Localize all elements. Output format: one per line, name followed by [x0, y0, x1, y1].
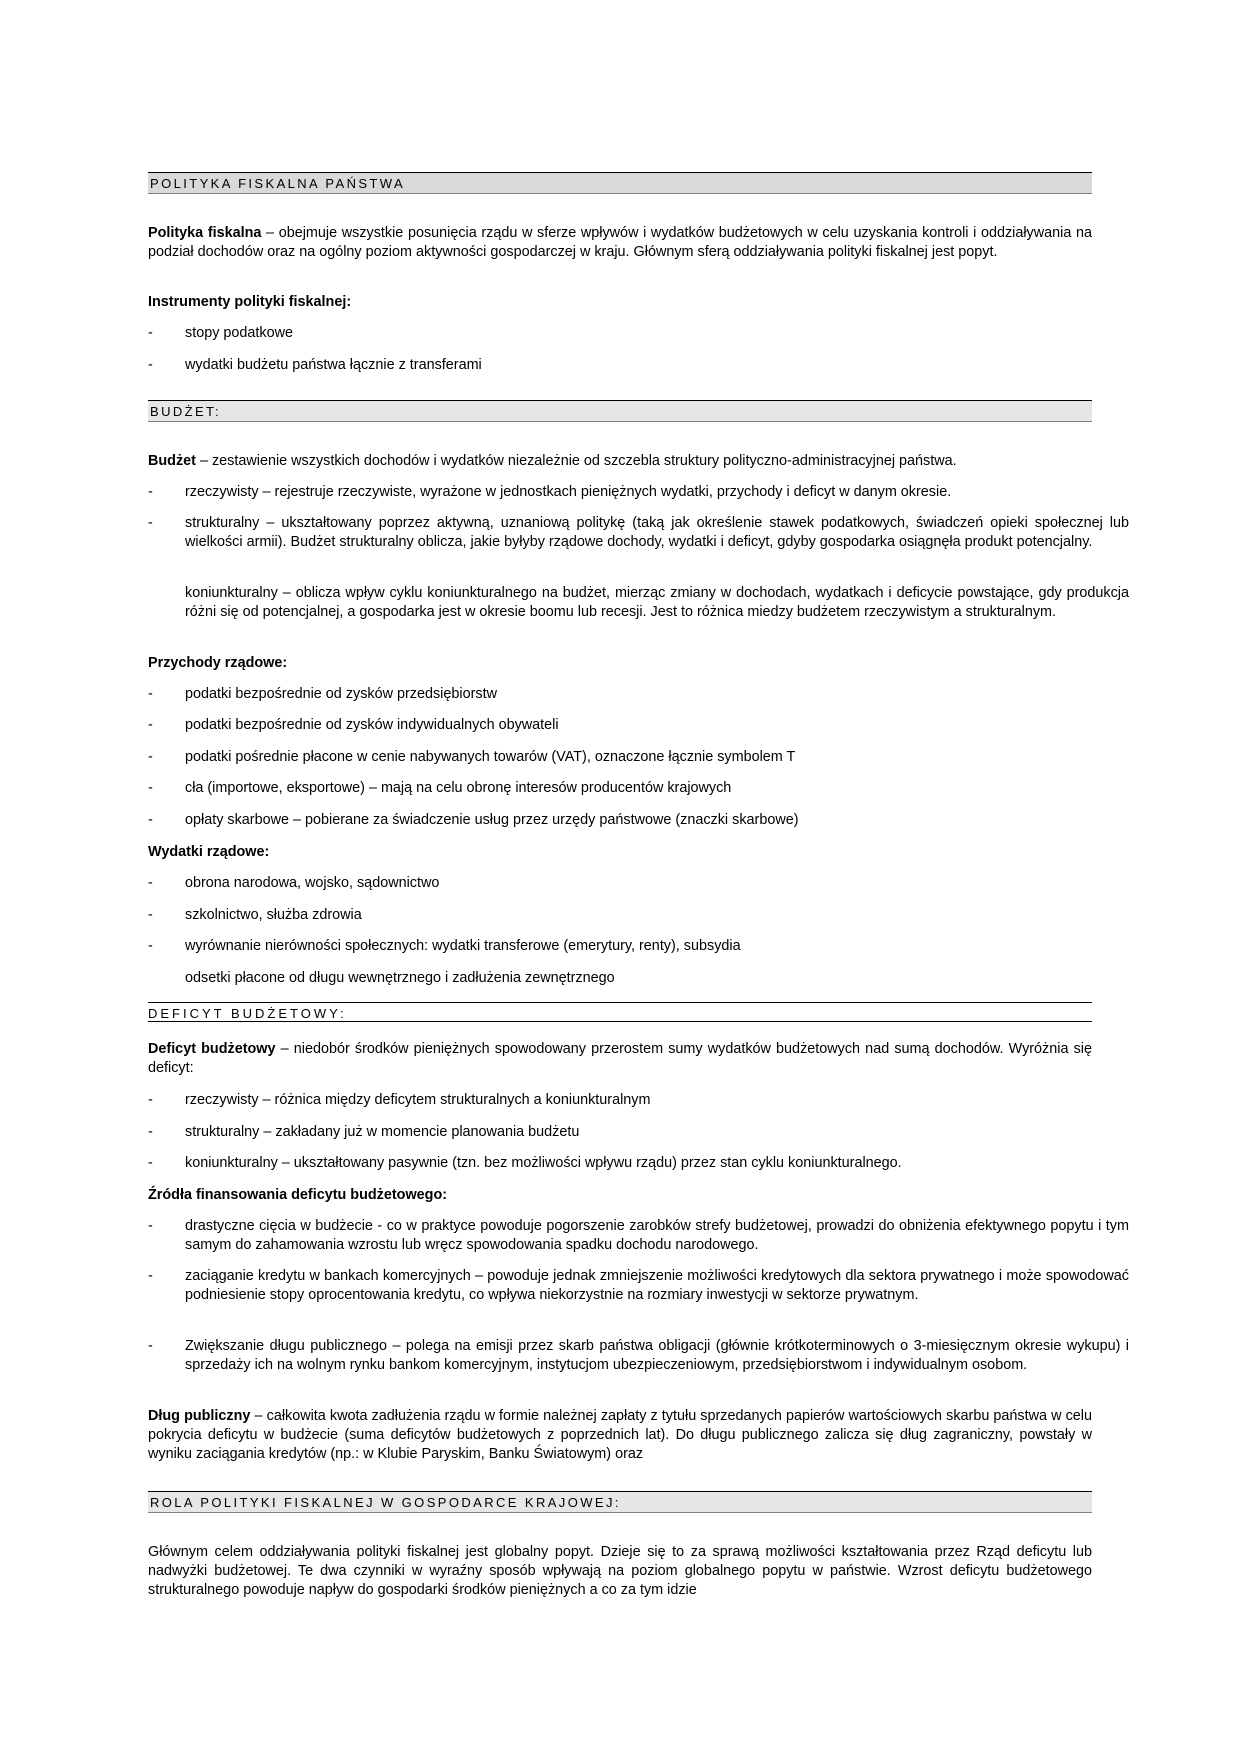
dlug-paragraph: Dług publiczny – całkowita kwota zadłużenia rządu w formie należnej zapłaty z tytułu sprzedanych papierów wartościowych skarbu państwa w celu pokrycia deficytu w budżecie (suma deficytów budżetowych z poprzednich lat). Do długu publicznego zalicza się dług zagraniczny, powstały w wyniku zaciągania kredytów (np.: w Klubie Paryskim, Banku Światowym) oraz [148, 1408, 1092, 1462]
list-item: - drastyczne cięcia w budżecie - co w praktyce powoduje pogorszenie zarobków strefy budżetowej, prowadzi do obniżenia efektywnego popytu i tym samym do zahamowania wzrostu lub wręcz spowodowania spadku dochodu narodowego. [148, 1218, 1129, 1253]
intro-term: Polityka fiskalna [148, 225, 262, 241]
deficyt-paragraph: Deficyt budżetowy – niedobór środków pieniężnych spowodowany przerostem sumy wydatków budżetowych nad sumą dochodów. Wyróżnia się deficyt: [148, 1041, 1092, 1076]
list-item: - wydatki budżetu państwa łącznie z transferami [148, 357, 482, 373]
intro-text: – obejmuje wszystkie posunięcia rządu w sferze wpływów i wydatków budżetowych w celu uzyskania kontroli i oddziaływania na podział dochodów oraz na ogólny poziom aktywności gospodarczej w kraju. Głównym sferą oddziaływania polityki fiskalnej jest popyt. [148, 225, 1092, 260]
list-item: - koniunkturalny – ukształtowany pasywnie (tzn. bez możliwości wpływu rządu) przez stan cyklu koniunkturalnego. [148, 1155, 902, 1171]
list-item: - cła (importowe, eksportowe) – mają na celu obronę interesów producentów krajowych [148, 780, 732, 796]
page-title: POLITYKA FISKALNA PAŃSTWA [150, 176, 406, 191]
list-item: - podatki bezpośrednie od zysków indywidualnych obywateli [148, 717, 559, 733]
list-item: - obrona narodowa, wojsko, sądownictwo [148, 875, 440, 891]
list-item: odsetki płacone od długu wewnętrznego i zadłużenia zewnętrznego [185, 970, 615, 986]
wydatki-heading: Wydatki rządowe: [148, 844, 270, 860]
section-header-rola [148, 1491, 1092, 1513]
section-title: ROLA POLITYKI FISKALNEJ W GOSPODARCE KRAJOWEJ: [150, 1495, 621, 1510]
list-item: - strukturalny – zakładany już w momencie planowania budżetu [148, 1124, 580, 1140]
list-item: - rzeczywisty – różnica między deficytem strukturalnych a koniunkturalnym [148, 1092, 651, 1108]
section-title: DEFICYT BUDŻETOWY: [148, 1006, 347, 1021]
section-header-polityka [148, 172, 1092, 194]
section-header-deficyt [148, 1002, 1092, 1022]
list-item: - wyrównanie nierówności społecznych: wydatki transferowe (emerytury, renty), subsydia [148, 938, 741, 954]
list-item: - podatki pośrednie płacone w cenie nabywanych towarów (VAT), oznaczone łącznie symbolem T [148, 749, 796, 765]
list-item: - zaciąganie kredytu w bankach komercyjnych – powoduje jednak zmniejszenie możliwości kredytowych dla sektora prywatnego i może spowodować podniesienie stopy oprocentowania kredytu, co wpływa niekorzystnie na rozmiary inwestycji w sektorze prywatnym. [148, 1268, 1129, 1303]
instruments-heading: Instrumenty polityki fiskalnej: [148, 294, 352, 310]
przychody-heading: Przychody rządowe: [148, 655, 288, 671]
intro-paragraph [148, 224, 1092, 262]
list-item: - szkolnictwo, służba zdrowia [148, 907, 362, 923]
list-item: - podatki bezpośrednie od zysków przedsiębiorstw [148, 686, 497, 702]
budzet-paragraph: Budżet – zestawienie wszystkich dochodów i wydatków niezależnie od szczebla struktury polityczno-administracyjnej państwa. [148, 453, 957, 469]
rola-paragraph: Głównym celem oddziaływania polityki fiskalnej jest globalny popyt. Dzieje się to za sprawą możliwości kształtowania przez Rząd deficytu lub nadwyżki budżetowej. Te dwa czynniki w wyraźny sposób wpływają na poziom globalnego popytu w państwie. Wzrost deficytu budżetowego strukturalnego powoduje napływ do gospodarki środków pieniężnych a co za tym idzie [148, 1544, 1092, 1598]
list-item: - stopy podatkowe [148, 325, 294, 341]
zrodla-heading: Źródła finansowania deficytu budżetowego: [148, 1187, 448, 1203]
section-title: BUDŻET: [150, 404, 221, 419]
list-item: - Zwiększanie długu publicznego – polega na emisji przez skarb państwa obligacji (głównie krótkoterminowych o 3-miesięcznym okresie wykupu) i sprzedaży ich na wolnym rynku bankom komercyjnym, instytucjom ubezpieczeniowym, przedsiębiorstwom i indywidualnym osobom. [148, 1338, 1129, 1373]
list-item: - opłaty skarbowe – pobierane za świadczenie usług przez urzędy państwowe (znaczki skarbowe) [148, 812, 799, 828]
list-item: - rzeczywisty – rejestruje rzeczywiste, wyrażone w jednostkach pieniężnych wydatki, przychody i deficyt w danym okresie. [148, 484, 952, 500]
list-item: koniunkturalny – oblicza wpływ cyklu koniunkturalnego na budżet, mierząc zmiany w dochodach, wydatkach i deficycie powstające, gdy produkcja różni się od potencjalnej, a gospodarka jest w okresie boomu lub recesji. Jest to różnica miedzy budżetem rzeczywistym a strukturalnym. [185, 585, 1129, 620]
section-header-budzet [148, 400, 1092, 422]
list-item: - strukturalny – ukształtowany poprzez aktywną, uznaniową politykę (taką jak określenie stawek podatkowych, świadczeń opieki społecznej lub wielkości armii). Budżet strukturalny oblicza, jakie byłyby rządowe dochody, wydatki i deficyt, gdyby gospodarka osiągnęła produkt potencjalny. [148, 515, 1129, 550]
